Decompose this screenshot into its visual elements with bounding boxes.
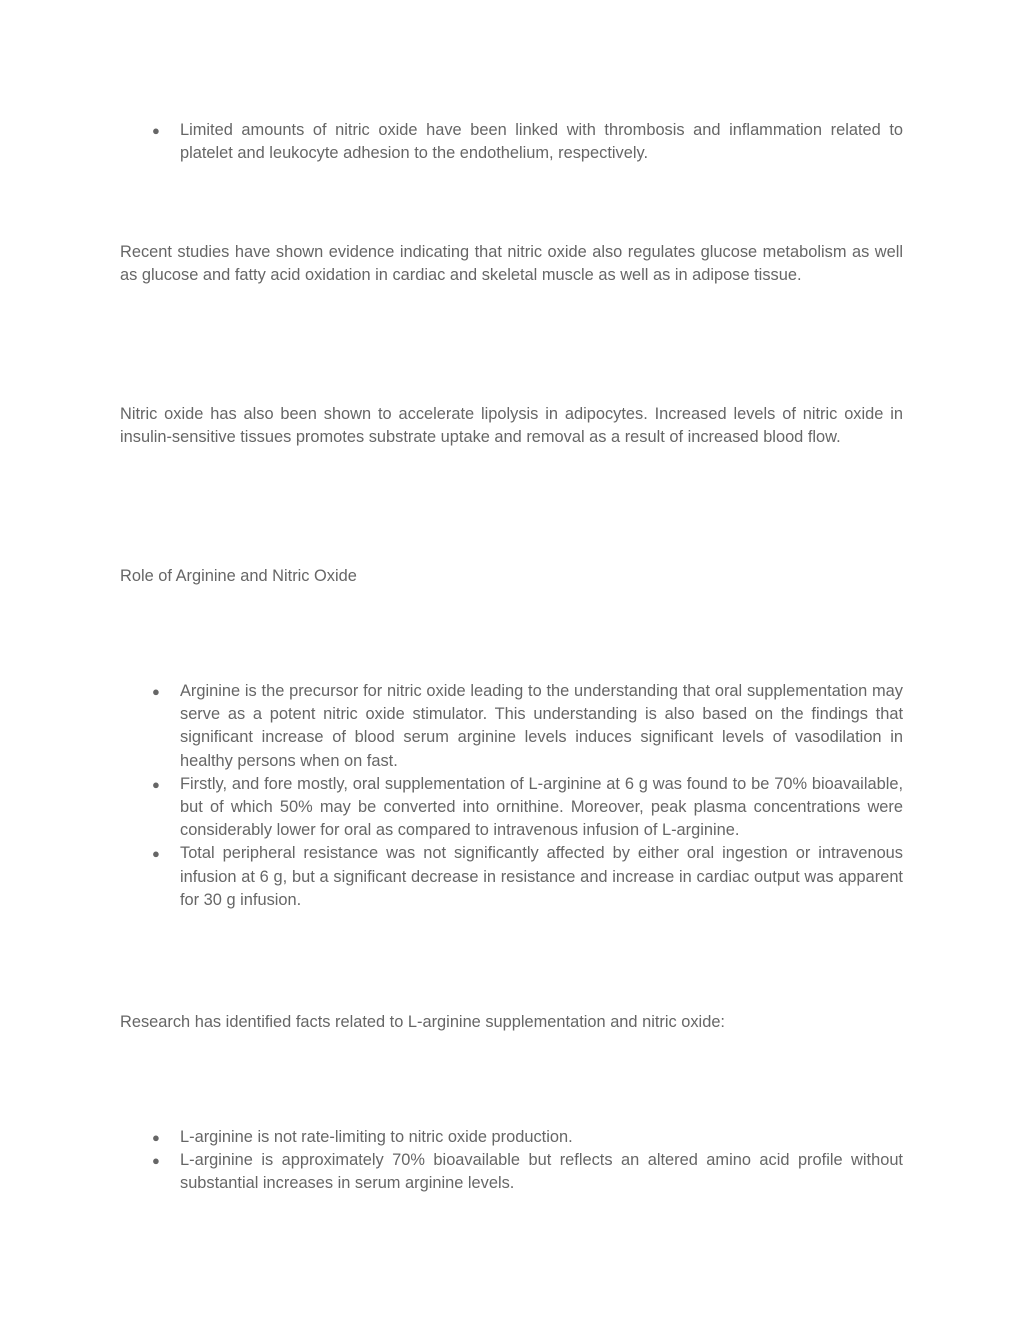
section-heading: Role of Arginine and Nitric Oxide [120,567,357,585]
list-item [120,1149,903,1195]
list-item [120,119,903,165]
paragraph-glucose-metabolism: Recent studies have shown evidence indicating that nitric oxide also regulates glucose metabolism as well as glucose and fatty acid oxidation in cardiac and skeletal muscle as well as in adipose tissue. [120,243,903,285]
list-item-text: Arginine is the precursor for nitric oxide leading to the understanding that oral supplementation may serve as a potent nitric oxide stimulator. This understanding is also based on the findings that significant increase of blood serum arginine levels induces significant levels of vasodilation in healthy persons when on fast. [180,682,903,770]
list-item-text: Firstly, and fore mostly, oral supplementation of L-arginine at 6 g was found to be 70% bioavailable, but of which 50% may be converted into ornithine. Moreover, peak plasma concentrations were considerably lower for oral as compared to intravenous infusion of L-arginine. [180,774,903,840]
bullet-list-arginine-role [120,680,903,912]
bullet-icon: ● [152,1153,160,1169]
list-item-text: L-arginine is approximately 70% bioavailable but reflects an altered amino acid profile without substantial increases in serum arginine levels. [180,1151,903,1193]
paragraph-lipolysis: Nitric oxide has also been shown to accelerate lipolysis in adipocytes. Increased levels of nitric oxide in insulin-sensitive tissues promotes substrate uptake and removal as a result of increased blood flow. [120,405,903,447]
bullet-list-l-arginine-facts [120,1126,903,1196]
bullet-icon: ● [152,776,160,792]
list-item-text: Limited amounts of nitric oxide have been linked with thrombosis and inflammation related to platelet and leukocyte adhesion to the endothelium, respectively. [180,121,903,163]
bullet-icon: ● [152,846,160,862]
paragraph-research-facts: Research has identified facts related to L-arginine supplementation and nitric oxide: [120,1013,725,1031]
list-item-text: L-arginine is not rate-limiting to nitric oxide production. [180,1128,573,1146]
bullet-icon: ● [152,1130,160,1145]
bullet-list-nitric-oxide-effects [120,119,903,165]
bullet-icon: ● [152,123,160,138]
list-item [120,680,903,773]
list-item [120,773,903,843]
bullet-icon: ● [152,684,160,699]
list-item [120,842,903,912]
list-item [120,1126,903,1149]
list-item-text: Total peripheral resistance was not significantly affected by either oral ingestion or intravenous infusion at 6 g, but a significant decrease in resistance and increase in cardiac output was apparent for 30 g infusion. [180,844,903,909]
